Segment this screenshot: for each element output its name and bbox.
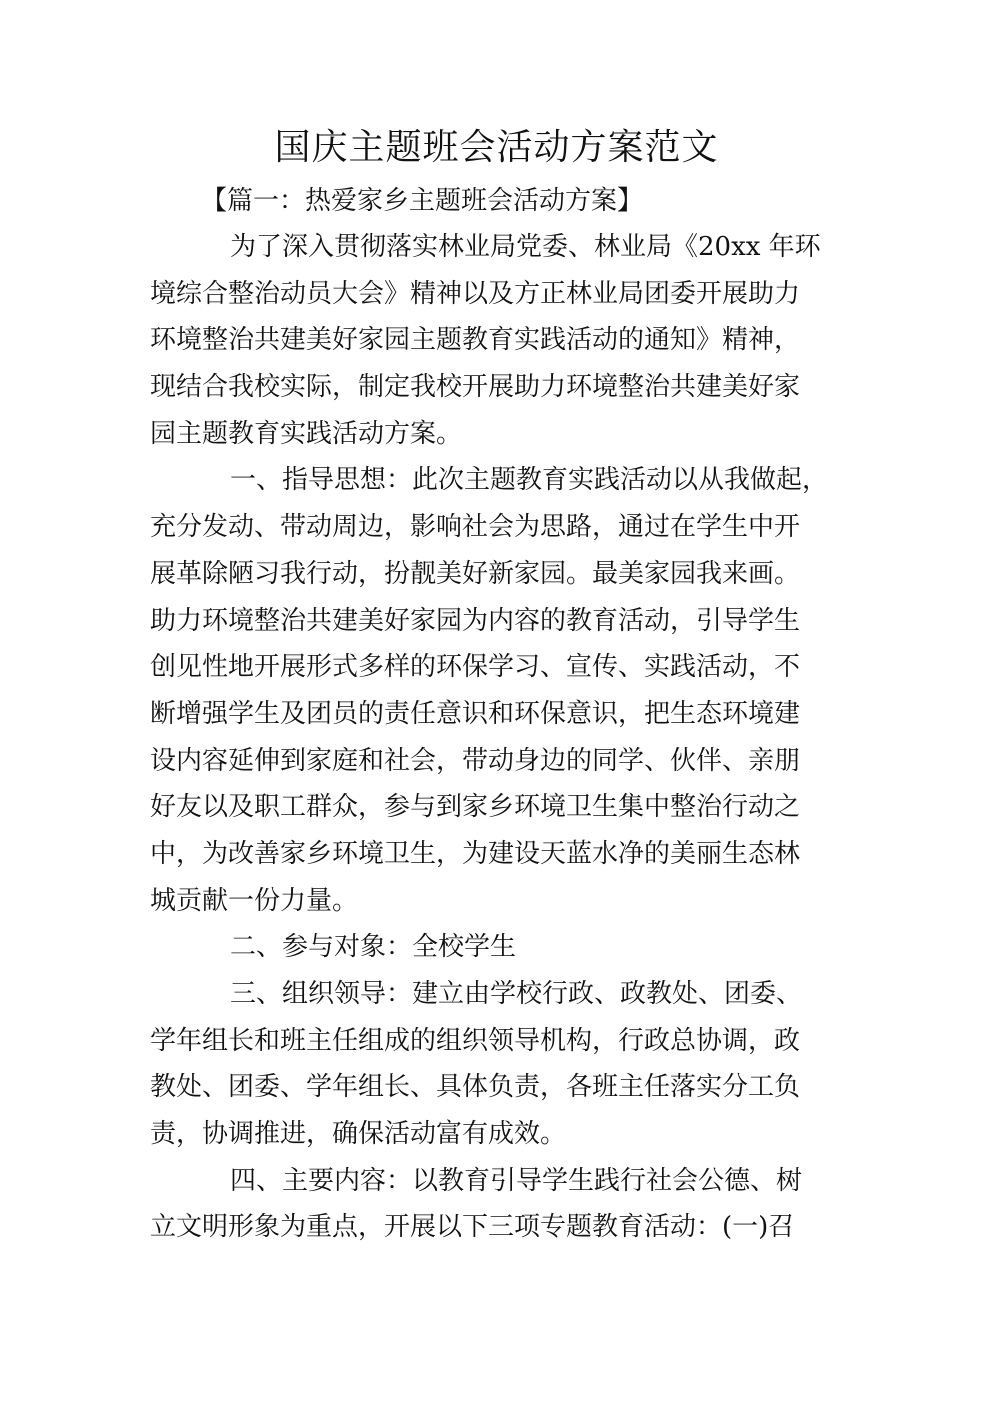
paragraph-line: 断增强学生及团员的责任意识和环保意识，把生态环境建 [150, 698, 801, 729]
paragraph-line: 设内容延伸到家庭和社会，带动身边的同学、伙伴、亲朋 [150, 745, 801, 776]
paragraph-line: 展革除陋习我行动，扮靓美好新家园。最美家园我来画。 [150, 558, 801, 589]
paragraph-line: 学年组长和班主任组成的组织领导机构，行政总协调，政 [150, 1025, 801, 1056]
document-title: 国庆主题班会活动方案范文 [274, 127, 719, 168]
paragraph-line: 境综合整治动员大会》精神以及方正林业局团委开展助力 [150, 278, 801, 309]
paragraph-line: 一、指导思想：此次主题教育实践活动以从我做起， [230, 465, 829, 496]
paragraph-line: 城贡献一份力量。 [150, 885, 359, 916]
paragraph-line: 现结合我校实际，制定我校开展助力环境整治共建美好家 [150, 372, 801, 403]
paragraph-line: 充分发动、带动周边，影响社会为思路，通过在学生中开 [150, 512, 801, 543]
document-body [150, 224, 840, 1251]
paragraph-line: 二、参与对象：全校学生 [230, 932, 517, 963]
paragraph-line: 创见性地开展形式多样的环保学习、宣传、实践活动，不 [150, 652, 801, 683]
paragraph-line: 好友以及职工群众，参与到家乡环境卫生集中整治行动之 [150, 792, 801, 823]
paragraph-line: 园主题教育实践活动方案。 [150, 418, 463, 449]
paragraph-line: 立文明形象为重点，开展以下三项专题教育活动：(一)召 [150, 1212, 795, 1243]
paragraph-line: 教处、团委、学年组长、具体负责，各班主任落实分工负 [150, 1072, 801, 1103]
paragraph-line: 中，为改善家乡环境卫生，为建设天蓝水净的美丽生态林 [150, 838, 801, 869]
paragraph-line: 助力环境整治共建美好家园为内容的教育活动，引导学生 [150, 605, 801, 636]
paragraph-line: 四、主要内容：以教育引导学生践行社会公德、树 [230, 1165, 803, 1196]
paragraph-line: 为了深入贯彻落实林业局党委、林业局《20xx 年环 [230, 232, 821, 262]
paragraph-line: 责，协调推进，确保活动富有成效。 [150, 1119, 567, 1150]
paragraph-line: 环境整治共建美好家园主题教育实践活动的通知》精神， [150, 325, 801, 356]
paragraph-line: 三、组织领导：建立由学校行政、政教处、团委、 [230, 979, 803, 1009]
section-heading: 【篇一：热爱家乡主题班会活动方案】 [201, 186, 644, 216]
